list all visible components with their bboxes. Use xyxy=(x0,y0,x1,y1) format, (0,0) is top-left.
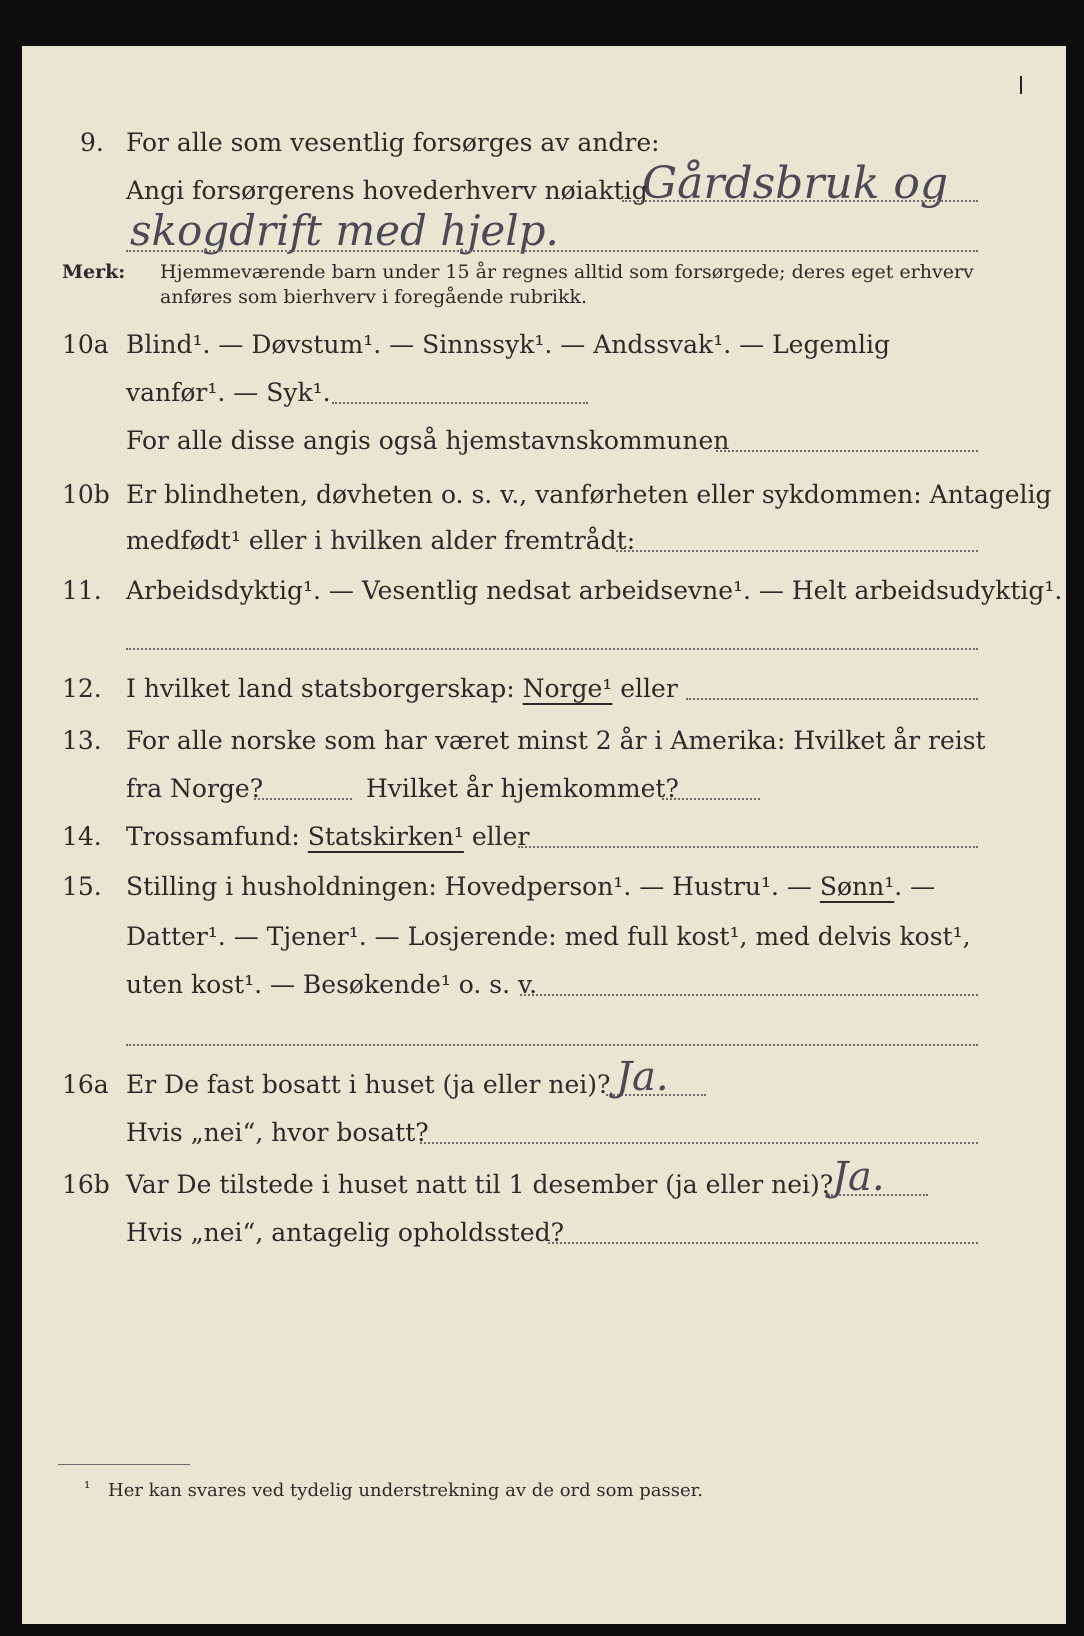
q14-prefix: Trossamfund: xyxy=(126,822,300,851)
q10b-line2: medfødt¹ eller i hvilken alder fremtrådt: xyxy=(126,526,636,555)
census-form-page xyxy=(22,46,1066,1624)
q16a-number: 16a xyxy=(62,1070,109,1099)
footnote-mark: ¹ xyxy=(84,1478,91,1497)
q12-prefix: I hvilket land statsborgerskap: xyxy=(126,674,515,703)
q10a-answer-line-1 xyxy=(332,402,588,404)
q16a-handwritten-answer: Ja. xyxy=(616,1054,669,1100)
q16b-line2: Hvis „nei“, antagelig opholdssted? xyxy=(126,1218,565,1247)
q15-answer-line-2 xyxy=(126,1044,978,1046)
q10b-answer-line xyxy=(616,550,978,552)
corner-mark xyxy=(1020,76,1022,94)
q14-underlined-answer: Statskirken¹ xyxy=(307,822,464,851)
q9-answer-line-1 xyxy=(622,200,978,202)
q13-line1: For alle norske som har været minst 2 år i Amerika: Hvilket år reist xyxy=(126,726,986,755)
q9-handwritten-answer-2: skogdrift med hjelp. xyxy=(130,206,559,255)
merk-label: Merk: xyxy=(62,261,126,283)
footnote-text: Her kan svares ved tydelig understrekning av de ord som passer. xyxy=(108,1480,703,1501)
q12-line xyxy=(126,674,678,703)
q10a-number: 10a xyxy=(62,330,109,359)
merk-line2: anføres som bierhverv i foregående rubrikk. xyxy=(160,286,588,308)
q13-line2b: Hvilket år hjemkommet? xyxy=(366,774,679,803)
q12-number: 12. xyxy=(62,674,102,703)
q13-answer-line-1 xyxy=(254,798,352,800)
footnote-rule xyxy=(58,1464,190,1465)
q13-number: 13. xyxy=(62,726,102,755)
q13-line2a: fra Norge? xyxy=(126,774,264,803)
q11-line1: Arbeidsdyktig¹. — Vesentlig nedsat arbeidsevne¹. — Helt arbeidsudyktig¹. xyxy=(126,576,1063,605)
q15-line1 xyxy=(126,872,935,901)
q16b-number: 16b xyxy=(62,1170,110,1199)
q15-line2: Datter¹. — Tjener¹. — Losjerende: med full kost¹, med delvis kost¹, xyxy=(126,922,971,951)
q15-answer-line-1 xyxy=(520,994,978,996)
merk-line1: Hjemmeværende barn under 15 år regnes alltid som forsørgede; deres eget erhverv xyxy=(160,261,974,283)
q12-underlined-answer: Norge¹ xyxy=(522,674,613,703)
q13-answer-line-2 xyxy=(662,798,760,800)
q10a-line3: For alle disse angis også hjemstavnskommunen xyxy=(126,426,730,455)
q16b-handwritten-answer: Ja. xyxy=(832,1154,885,1200)
q10a-line1: Blind¹. — Døvstum¹. — Sinnssyk¹. — Andssvak¹. — Legemlig xyxy=(126,330,890,359)
q16b-line1: Var De tilstede i huset natt til 1 desember (ja eller nei)? xyxy=(126,1170,834,1199)
q9-number: 9. xyxy=(80,128,104,157)
q9-handwritten-answer-1: Gårdsbruk og xyxy=(642,158,949,209)
q12-answer-line xyxy=(686,698,978,700)
q10b-line1: Er blindheten, døvheten o. s. v., vanførheten eller sykdommen: Antagelig xyxy=(126,480,1052,509)
q10a-line2: vanfør¹. — Syk¹. xyxy=(126,378,331,407)
q9-answer-line-2 xyxy=(126,250,978,252)
q10a-answer-line-2 xyxy=(716,450,978,452)
q9-line2: Angi forsørgerens hovederhverv nøiaktig xyxy=(126,176,648,205)
q15-line1-end: . — xyxy=(894,872,936,901)
q16a-line1: Er De fast bosatt i huset (ja eller nei)? xyxy=(126,1070,611,1099)
q16a-line2: Hvis „nei“, hvor bosatt? xyxy=(126,1118,429,1147)
q14-suffix: eller xyxy=(471,822,530,851)
q14-number: 14. xyxy=(62,822,102,851)
q15-underlined-answer: Sønn¹ xyxy=(819,872,895,901)
q14-line xyxy=(126,822,529,851)
q15-number: 15. xyxy=(62,872,102,901)
q14-answer-line xyxy=(518,846,978,848)
q15-line3: uten kost¹. — Besøkende¹ o. s. v. xyxy=(126,970,538,999)
q16b-answer-line-2 xyxy=(548,1242,978,1244)
q11-answer-line xyxy=(126,648,978,650)
q15-line1-text: Stilling i husholdningen: Hovedperson¹. — Hustru¹. — xyxy=(126,872,812,901)
q10b-number: 10b xyxy=(62,480,110,509)
q12-suffix: eller xyxy=(620,674,678,703)
q11-number: 11. xyxy=(62,576,102,605)
q16a-answer-line-2 xyxy=(420,1142,978,1144)
q9-line1: For alle som vesentlig forsørges av andre: xyxy=(126,128,660,157)
